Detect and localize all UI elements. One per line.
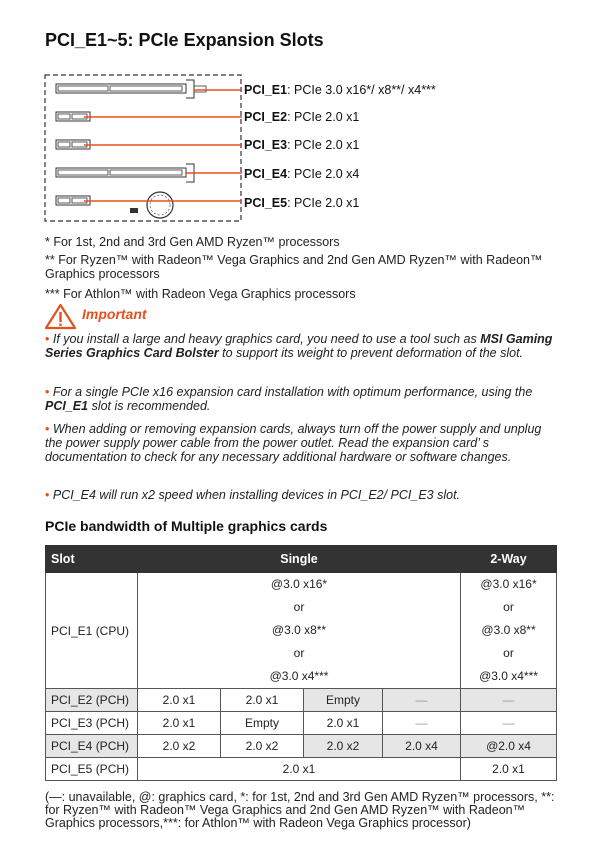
- table-cell: 2.0 x1: [138, 758, 461, 781]
- header-two-way: 2-Way: [461, 546, 557, 573]
- slot-pci-e1: [56, 80, 206, 98]
- table-cell: 2.0 x1: [221, 689, 304, 712]
- table-footnote: (—: unavailable, @: graphics card, *: for 1st, 2nd and 3rd Gen AMD Ryzen™ processors, **: for Ryzen™ with Radeon™ Vega Graphics and 2nd Gen AMD Ryzen™ with Radeon™ Graphics processors,***: for Athlon™ with Radeon Vega Graphics processor): [45, 790, 555, 830]
- table-cell: —: [461, 712, 557, 735]
- table-cell: 2.0 x2: [138, 735, 221, 758]
- important-note-1: • If you install a large and heavy graphics card, you need to use a tool such as MSI Gaming Series Graphics Card Bolster to support its weight to prevent deformation of the slot.: [45, 332, 553, 360]
- header-single: Single: [138, 546, 461, 573]
- important-note-4: • PCI_E4 will run x2 speed when installing devices in PCI_E2/ PCI_E3 slot.: [45, 488, 461, 502]
- table-cell: 2.0 x1: [461, 758, 557, 781]
- table-cell: 2.0 x1: [138, 712, 221, 735]
- table-cell: @2.0 x4: [461, 735, 557, 758]
- footnote-2: ** For Ryzen™ with Radeon™ Vega Graphics and 2nd Gen AMD Ryzen™ with Radeon™ Graphics processors: [45, 253, 543, 281]
- slot-label-pci-e5: PCI_E5: PCIe 2.0 x1: [244, 196, 360, 210]
- table-cell: —: [461, 689, 557, 712]
- table-cell: Empty: [221, 712, 304, 735]
- table-cell: 2.0 x1: [304, 712, 383, 735]
- slot-label-pci-e1: PCI_E1: PCIe 3.0 x16*/ x8**/ x4***: [244, 83, 436, 97]
- table-title: PCIe bandwidth of Multiple graphics cards: [45, 518, 328, 534]
- important-note-3: • When adding or removing expansion cards, always turn off the power supply and unplug the power supply power cable from the power outlet. Read the expansion card’ s documentation to check for any necessary additional hardware or software changes.: [45, 422, 542, 464]
- page-title: PCI_E1~5: PCIe Expansion Slots: [45, 30, 324, 50]
- table-row: [46, 573, 557, 689]
- battery-icon: [147, 192, 173, 218]
- header-slot: Slot: [46, 546, 138, 573]
- slot-pci-e4: [56, 164, 194, 182]
- slot-cell: PCI_E3 (PCH): [46, 712, 138, 735]
- slot-label-pci-e3: PCI_E3: PCIe 2.0 x1: [244, 138, 360, 152]
- footnote-1: * For 1st, 2nd and 3rd Gen AMD Ryzen™ processors: [45, 235, 340, 249]
- table-cell: 2.0 x2: [304, 735, 383, 758]
- warning-icon: [44, 303, 77, 330]
- important-heading: Important: [82, 306, 147, 322]
- table-cell: 2.0 x2: [221, 735, 304, 758]
- slot-cell: PCI_E4 (PCH): [46, 735, 138, 758]
- table-cell: —: [383, 712, 461, 735]
- table-cell: 2.0 x1: [138, 689, 221, 712]
- table-header-row: [46, 546, 557, 573]
- slot-cell: PCI_E5 (PCH): [46, 758, 138, 781]
- bandwidth-table: [45, 545, 557, 781]
- table-cell: —: [383, 689, 461, 712]
- table-cell: 2.0 x4: [383, 735, 461, 758]
- table-row: [46, 735, 557, 758]
- chip-icon: [130, 208, 138, 213]
- slot-label-pci-e4: PCI_E4: PCIe 2.0 x4: [244, 167, 360, 181]
- slot-label-pci-e2: PCI_E2: PCIe 2.0 x1: [244, 110, 360, 124]
- important-note-2: • For a single PCIe x16 expansion card installation with optimum performance, using the PCI_E1 slot is recommended.: [45, 385, 533, 413]
- table-cell: Empty: [304, 689, 383, 712]
- table-row: [46, 712, 557, 735]
- footnote-3: *** For Athlon™ with Radeon Vega Graphics processors: [45, 287, 356, 301]
- table-row: [46, 758, 557, 781]
- slot-cell: PCI_E2 (PCH): [46, 689, 138, 712]
- slot-diagram: [44, 74, 244, 224]
- slot-cell: PCI_E1 (CPU): [46, 573, 138, 689]
- two-way-cell: @3.0 x16* or @3.0 x8** or @3.0 x4***: [461, 573, 557, 689]
- single-cell: @3.0 x16* or @3.0 x8** or @3.0 x4***: [138, 573, 461, 689]
- table-row: [46, 689, 557, 712]
